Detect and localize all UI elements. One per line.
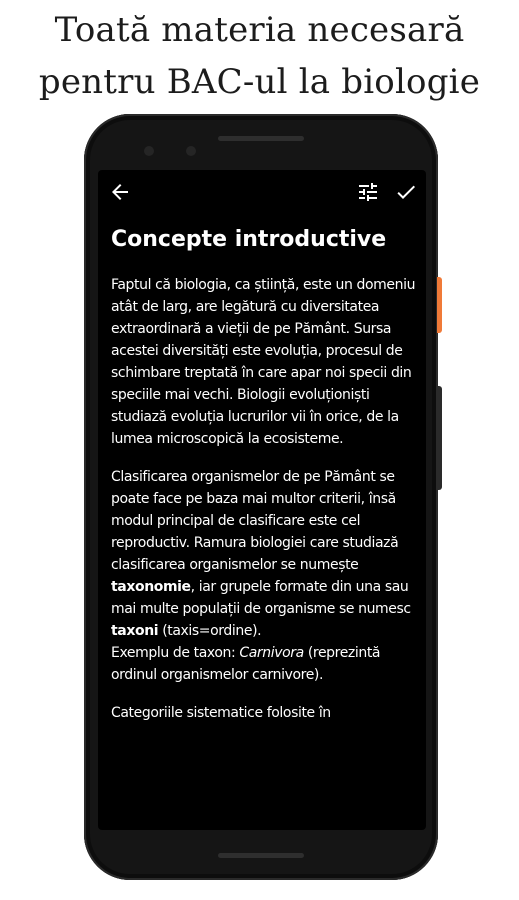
headline-line-2: pentru BAC-ul la biologie (38, 62, 481, 102)
power-button (437, 277, 442, 333)
example-label: Exemplu de taxon: (111, 645, 240, 661)
phone-frame (84, 114, 438, 880)
article-title: Concepte introductive (111, 227, 387, 252)
volume-button (437, 386, 442, 490)
front-camera (144, 146, 154, 156)
paragraph-categories: Categoriile sistematice folosite în (111, 705, 331, 721)
example-taxon: Carnivora (239, 645, 304, 661)
text-run: (taxis=ordine). (158, 623, 262, 639)
tune-sliders-icon[interactable] (356, 180, 380, 204)
app-toolbar (98, 170, 426, 214)
paragraph-classification (111, 466, 416, 686)
article-content (111, 224, 416, 740)
text-run: Clasificarea organismelor de pe Pământ se poate face pe baza mai multor criterii, însă modul principal de clasificare este cel reproductiv. Ramura biologiei care studiază clasificarea organismelor se numește (111, 469, 399, 573)
headline-line-1: Toată materia necesară (54, 10, 465, 50)
phone-bottom-bar (218, 853, 304, 858)
check-icon[interactable] (394, 180, 418, 204)
arrow-back-icon[interactable] (108, 180, 132, 204)
promo-headline (0, 4, 519, 108)
term-taxoni: taxoni (111, 623, 159, 639)
earpiece-speaker (218, 136, 304, 141)
text-run: , iar grupele formate din una sau mai multe populații de organisme se numesc (111, 579, 411, 617)
example-explanation: (reprezintă ordinul organismelor carnivore). (111, 645, 381, 683)
phone-screen (98, 170, 426, 830)
term-taxonomie: taxonomie (111, 579, 191, 595)
paragraph-intro: Faptul că biologia, ca știință, este un domeniu atât de larg, are legătură cu diversitatea extraordinară a vieții de pe Pământ. Sursa acestei diversități este evoluția, procesul de schimbare treptată în care apar noi specii din speciile mai vechi. Biologii evoluționiști studiază evoluția lucrurilor vii în orice, de la lumea microscopică la ecosisteme. (111, 277, 416, 447)
proximity-sensor (186, 146, 196, 156)
